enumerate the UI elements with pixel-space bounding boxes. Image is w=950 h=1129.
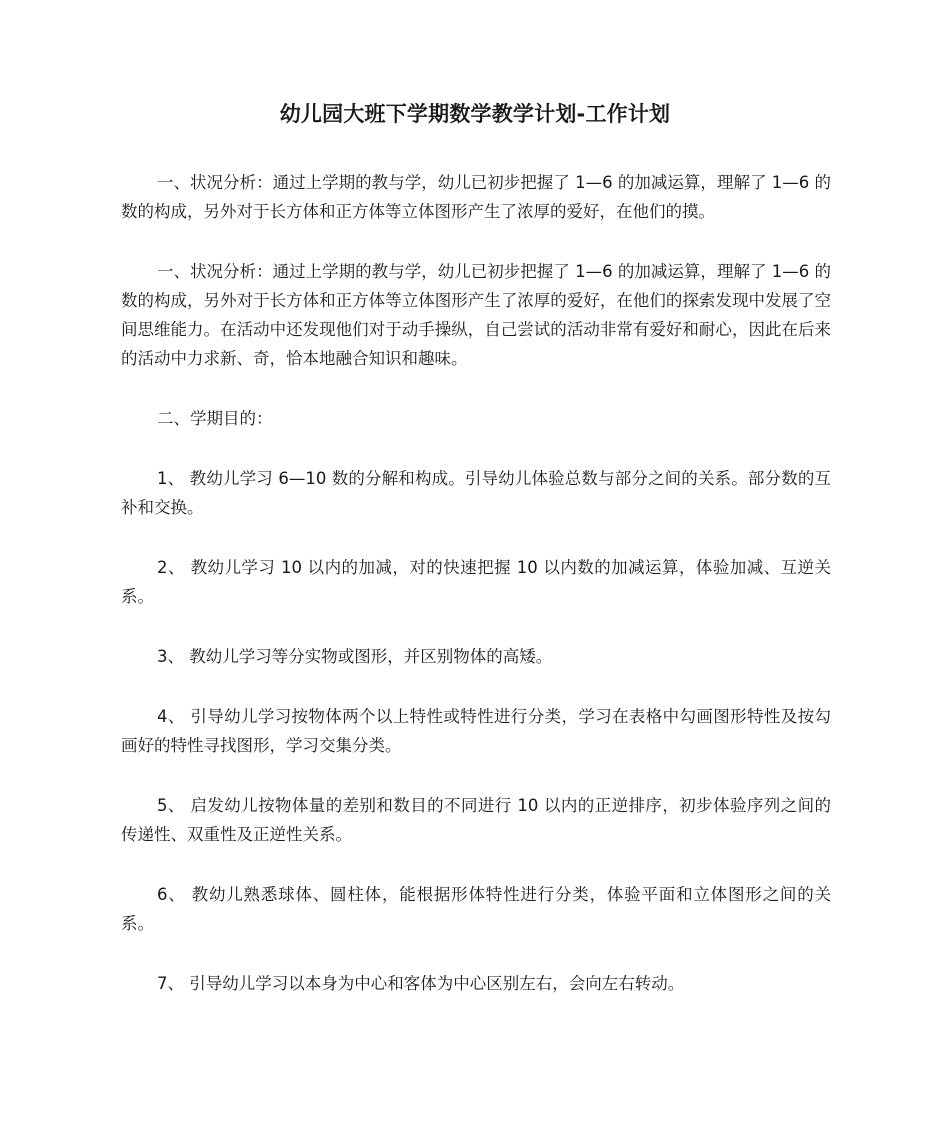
paragraph-goal-2: 2、 教幼儿学习 10 以内的加减，对的快速把握 10 以内数的加减运算，体验加减、互逆关系。	[121, 558, 831, 606]
document-title: 幼儿园大班下学期数学教学计划-工作计划	[279, 102, 671, 126]
paragraph-goal-1: 1、 教幼儿学习 6—10 数的分解和构成。引导幼儿体验总数与部分之间的关系。部分数的互补和交换。	[121, 469, 831, 517]
paragraph-goal-4: 4、 引导幼儿学习按物体两个以上特性或特性进行分类，学习在表格中勾画图形特性及按勾画好的特性寻找图形，学习交集分类。	[121, 707, 831, 755]
paragraph-situation-analysis-short: 一、状况分析：通过上学期的教与学，幼儿已初步把握了 1—6 的加减运算，理解了 1—6 的数的构成，另外对于长方体和正方体等立体图形产生了浓厚的爱好，在他们的摸。	[121, 173, 831, 221]
document-body	[121, 168, 831, 1029]
paragraph-goal-3: 3、 教幼儿学习等分实物或图形，并区别物体的高矮。	[157, 647, 553, 666]
paragraph-goal-7: 7、 引导幼儿学习以本身为中心和客体为中心区别左右，会向左右转动。	[157, 974, 685, 993]
paragraph-goal-6: 6、 教幼儿熟悉球体、圆柱体，能根据形体特性进行分类，体验平面和立体图形之间的关系。	[121, 885, 831, 933]
paragraph-goal-5: 5、 启发幼儿按物体量的差别和数目的不同进行 10 以内的正逆排序，初步体验序列之间的传递性、双重性及正逆性关系。	[121, 796, 831, 844]
paragraph-situation-analysis-full: 一、状况分析：通过上学期的教与学，幼儿已初步把握了 1—6 的加减运算，理解了 1—6 的数的构成，另外对于长方体和正方体等立体图形产生了浓厚的爱好，在他们的探索发现中发展了空间思维能力。在活动中还发现他们对于动手操纵，自己尝试的活动非常有爱好和耐心，因此在后来的活动中力求新、奇，恰本地融合知识和趣味。	[121, 262, 831, 368]
paragraph-semester-goals-heading: 二、学期目的：	[157, 409, 273, 428]
